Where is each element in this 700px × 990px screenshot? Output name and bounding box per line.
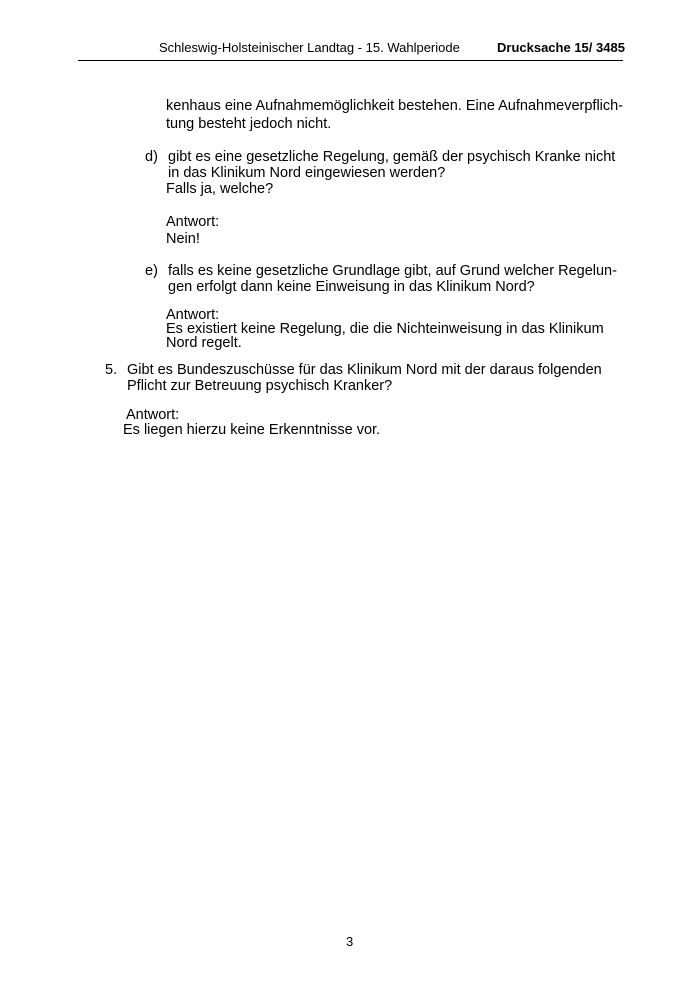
item-d-question-line-3: Falls ja, welche? [166,181,274,197]
header-divider [78,60,623,61]
item-5-marker: 5. [105,362,118,378]
item-e-question-line-2: gen erfolgt dann keine Einweisung in das Klinikum Nord? [168,279,535,295]
item-e-answer-line-2: Nord regelt. [166,335,242,351]
item-d-answer-text: Nein! [166,231,200,247]
item-5-answer-text: Es liegen hierzu keine Erkenntnisse vor. [123,422,381,438]
item-5-answer-label: Antwort: [126,407,180,423]
document-header-title: Schleswig-Holsteinischer Landtag - 15. Wahlperiode [159,40,460,55]
item-e-answer-label: Antwort: [166,307,220,323]
page-number: 3 [346,934,354,949]
item-d-answer-label: Antwort: [166,214,220,230]
item-5-question-line-1: Gibt es Bundeszuschüsse für das Klinikum Nord mit der daraus folgenden [127,362,602,378]
item-d-question-line-1: gibt es eine gesetzliche Regelung, gemäß der psychisch Kranke nicht [168,149,616,165]
continuation-line-1: kenhaus eine Aufnahmemöglichkeit bestehen. Eine Aufnahmeverpflich- [166,98,624,114]
document-number: Drucksache 15/ 3485 [497,40,625,55]
item-e-question-line-1: falls es keine gesetzliche Grundlage gibt, auf Grund welcher Regelun- [168,263,617,279]
item-d-marker: d) [145,149,158,165]
item-e-answer-line-1: Es existiert keine Regelung, die die Nichteinweisung in das Klinikum [166,321,604,337]
continuation-line-2: tung besteht jedoch nicht. [166,116,332,132]
item-e-marker: e) [145,263,158,279]
item-5-question-line-2: Pflicht zur Betreuung psychisch Kranker? [127,378,393,394]
item-d-question-line-2: in das Klinikum Nord eingewiesen werden? [168,165,446,181]
